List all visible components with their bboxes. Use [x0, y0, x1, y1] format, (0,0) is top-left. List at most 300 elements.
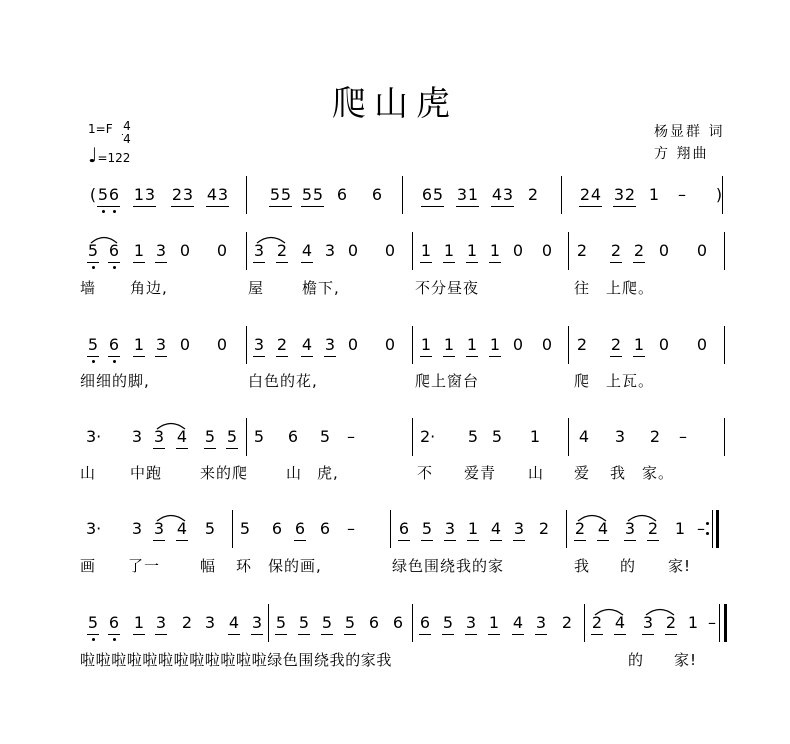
note: 1	[133, 613, 145, 632]
slur-arc	[594, 606, 624, 616]
note: 3	[444, 519, 456, 538]
bar-line	[246, 232, 247, 270]
eighth-underline	[421, 540, 433, 541]
lyric-text: 来的爬	[200, 464, 249, 482]
note: 0	[658, 335, 670, 354]
lyric-text: 画	[80, 557, 97, 575]
note: 0	[216, 335, 228, 354]
note: 3	[182, 185, 194, 204]
eighth-underline	[87, 634, 99, 635]
time-signature-bottom: 4	[123, 132, 131, 146]
bar-line	[724, 418, 725, 456]
eighth-underline	[226, 448, 238, 449]
lyric-text: 了一	[128, 557, 161, 575]
eighth-underline	[312, 206, 324, 207]
note: 3	[456, 185, 468, 204]
eighth-underline	[432, 206, 444, 207]
eighth-underline	[253, 262, 265, 263]
bar-line	[246, 418, 247, 456]
note: 6	[421, 185, 433, 204]
eighth-underline	[324, 356, 336, 357]
slur-arc	[577, 512, 607, 522]
lyric-text: 的	[628, 651, 645, 669]
eighth-underline	[133, 262, 145, 263]
repeat-dot	[706, 532, 709, 535]
note: 4	[206, 185, 218, 204]
eighth-underline	[466, 262, 478, 263]
note: 0	[216, 241, 228, 260]
eighth-underline	[182, 206, 194, 207]
lyric-text: 上爬。	[606, 279, 655, 297]
note: 4	[176, 519, 188, 538]
note: 3	[155, 335, 167, 354]
note: 1	[467, 519, 479, 538]
note: 5	[204, 519, 216, 538]
note: 6	[336, 185, 348, 204]
note: 2	[181, 613, 193, 632]
note: 3	[614, 427, 626, 446]
note: 4	[512, 613, 524, 632]
note: 3	[144, 185, 156, 204]
lyric-text: 我	[610, 464, 627, 482]
note: 3	[613, 185, 625, 204]
eighth-underline	[489, 262, 501, 263]
eighth-underline	[108, 262, 120, 263]
note: –	[697, 519, 705, 538]
note: –	[679, 427, 687, 446]
eighth-underline	[647, 540, 659, 541]
note: 5	[269, 185, 281, 204]
note: 3	[251, 613, 263, 632]
note: 1	[633, 335, 645, 354]
lyric-text: 虎,	[317, 464, 339, 482]
note: 0	[512, 335, 524, 354]
eighth-underline	[614, 634, 626, 635]
note: 5	[301, 185, 313, 204]
note: 2	[171, 185, 183, 204]
note: 1	[133, 335, 145, 354]
eighth-underline	[597, 540, 609, 541]
lyric-text: 山	[286, 464, 303, 482]
bar-line	[724, 326, 725, 364]
note: 3	[624, 519, 636, 538]
key-tempo-block	[88, 119, 131, 167]
bar-line	[246, 176, 247, 214]
note: 1	[467, 185, 479, 204]
lyric-text: 家!	[674, 651, 698, 669]
lyric-text: 爱	[574, 464, 591, 482]
note: 3	[465, 613, 477, 632]
note: 1	[529, 427, 541, 446]
lyric-text: 细细的脚,	[80, 372, 150, 390]
note: (	[89, 185, 97, 204]
note: 1	[489, 241, 501, 260]
eighth-underline	[398, 540, 410, 541]
lyric-text: 往	[574, 279, 591, 297]
lyric-text: 家。	[642, 464, 675, 482]
note: 1	[466, 335, 478, 354]
note: 3	[502, 185, 514, 204]
eighth-underline	[204, 448, 216, 449]
note: 3	[153, 427, 165, 446]
note: 0	[541, 335, 553, 354]
eighth-underline	[467, 540, 479, 541]
note: 0	[384, 335, 396, 354]
note: 5	[87, 241, 99, 260]
note: 3	[324, 335, 336, 354]
lyric-text: 爱青	[464, 464, 497, 482]
bar-line	[568, 418, 569, 456]
note: 5	[321, 613, 333, 632]
note: 1	[133, 185, 145, 204]
lyric-text: 爬	[574, 372, 591, 390]
eighth-underline	[420, 262, 432, 263]
lyric-text: 山	[528, 464, 545, 482]
note: 1	[443, 335, 455, 354]
eighth-underline	[321, 634, 333, 635]
lyric-text: 屋	[248, 279, 265, 297]
song-title: 爬山虎	[332, 84, 458, 124]
note: 3·	[86, 427, 102, 446]
lower-octave-dot	[102, 210, 105, 213]
note: 6	[271, 519, 283, 538]
bar-line	[390, 510, 391, 548]
note: 5	[97, 185, 109, 204]
note: 2	[610, 335, 622, 354]
lyric-text: 我	[574, 557, 591, 575]
eighth-underline	[443, 356, 455, 357]
lower-octave-dot	[92, 638, 95, 641]
eighth-underline	[442, 634, 454, 635]
note: 0	[658, 241, 670, 260]
note: )	[715, 185, 723, 204]
note: 5	[280, 185, 292, 204]
lower-octave-dot	[113, 638, 116, 641]
eighth-underline	[490, 540, 502, 541]
note: 6	[287, 427, 299, 446]
eighth-underline	[153, 448, 165, 449]
note: 5	[226, 427, 238, 446]
lyric-text: 中跑	[130, 464, 163, 482]
note: 2	[665, 613, 677, 632]
eighth-underline	[513, 540, 525, 541]
note: 2	[576, 241, 588, 260]
note: 6	[371, 185, 383, 204]
tempo-value: =122	[97, 151, 131, 165]
eighth-underline	[444, 540, 456, 541]
eighth-underline	[108, 356, 120, 357]
slur-arc	[627, 512, 657, 522]
bar-line	[566, 510, 567, 548]
slur-arc	[256, 234, 286, 244]
note: 1	[687, 613, 699, 632]
note: 4	[597, 519, 609, 538]
eighth-underline	[298, 634, 310, 635]
note: 3	[131, 427, 143, 446]
lower-octave-dot	[113, 360, 116, 363]
note: 3	[155, 613, 167, 632]
note: 3	[155, 241, 167, 260]
note: 1	[674, 519, 686, 538]
slur-arc	[156, 420, 186, 430]
bar-line	[412, 604, 413, 642]
note: 5	[253, 427, 265, 446]
final-bar-thick	[724, 604, 727, 642]
eighth-underline	[610, 356, 622, 357]
note: 1	[489, 335, 501, 354]
note: 3	[204, 613, 216, 632]
note: 3	[535, 613, 547, 632]
note: –	[347, 427, 355, 446]
lyric-text: 不	[417, 464, 434, 482]
note: 5	[298, 613, 310, 632]
note: 2	[576, 335, 588, 354]
eighth-underline	[133, 634, 145, 635]
eighth-underline	[610, 262, 622, 263]
lyric-text: 白色的花,	[248, 372, 318, 390]
eighth-underline	[301, 262, 313, 263]
lyric-text: 角边,	[130, 279, 168, 297]
lyricist-credit: 杨显群 词	[654, 124, 725, 140]
note: 4	[491, 185, 503, 204]
note: 2	[574, 519, 586, 538]
lyric-text: 山	[80, 464, 97, 482]
eighth-underline	[633, 262, 645, 263]
lower-octave-dot	[92, 360, 95, 363]
note: 2	[579, 185, 591, 204]
note: 6	[108, 185, 120, 204]
bar-line	[584, 604, 585, 642]
note: 3	[253, 241, 265, 260]
bar-line	[724, 232, 725, 270]
eighth-underline	[275, 634, 287, 635]
note: 2	[610, 241, 622, 260]
eighth-underline	[133, 356, 145, 357]
time-signature-top: 4	[123, 119, 131, 133]
note: 2	[633, 241, 645, 260]
lyric-text: 环	[236, 557, 253, 575]
bar-line	[412, 232, 413, 270]
note: 4	[301, 241, 313, 260]
eighth-underline	[502, 206, 514, 207]
note: 0	[347, 335, 359, 354]
note: 0	[696, 241, 708, 260]
eighth-underline	[176, 448, 188, 449]
note: 3	[217, 185, 229, 204]
eighth-underline	[465, 634, 477, 635]
note: 5	[467, 427, 479, 446]
note: 5	[421, 519, 433, 538]
lyric-text: 啦啦啦啦啦啦啦啦啦啦啦啦绿色围绕我的家我	[80, 651, 393, 669]
eighth-underline	[489, 356, 501, 357]
eighth-underline	[155, 634, 167, 635]
eighth-underline	[535, 634, 547, 635]
eighth-underline	[624, 540, 636, 541]
lyric-text: 墙	[80, 279, 97, 297]
tempo-marking	[88, 143, 131, 167]
note: 2	[527, 185, 539, 204]
bar-line	[246, 326, 247, 364]
note: 6	[419, 613, 431, 632]
quarter-note-icon: ♩	[88, 143, 98, 167]
note: 6	[108, 335, 120, 354]
slur-arc	[156, 512, 186, 522]
lower-octave-dot	[92, 266, 95, 269]
note: 5	[239, 519, 251, 538]
note: 5	[312, 185, 324, 204]
note: 4	[614, 613, 626, 632]
note: 2	[276, 335, 288, 354]
lower-octave-dot	[113, 266, 116, 269]
eighth-underline	[251, 634, 263, 635]
eighth-underline	[591, 634, 603, 635]
note: 4	[590, 185, 602, 204]
eighth-underline	[633, 356, 645, 357]
note: 2	[624, 185, 636, 204]
note: 4	[228, 613, 240, 632]
note: 5	[442, 613, 454, 632]
eighth-underline	[590, 206, 602, 207]
bar-line	[412, 326, 413, 364]
note: –	[347, 519, 355, 538]
eighth-underline	[217, 206, 229, 207]
eighth-underline	[624, 206, 636, 207]
key-signature: 1=F	[88, 122, 113, 136]
note: 4	[490, 519, 502, 538]
note: 6	[108, 241, 120, 260]
time-signature	[120, 120, 134, 146]
note: 5	[491, 427, 503, 446]
lyric-text: 绿色围绕我的家	[392, 557, 505, 575]
note: 3	[253, 335, 265, 354]
eighth-underline	[144, 206, 156, 207]
slur-arc	[90, 234, 118, 244]
note: 2·	[420, 427, 436, 446]
note: 1	[420, 335, 432, 354]
note: 4	[578, 427, 590, 446]
note: 0	[179, 335, 191, 354]
note: 2	[276, 241, 288, 260]
note: 3	[642, 613, 654, 632]
note: 0	[179, 241, 191, 260]
note: 2	[649, 427, 661, 446]
lyric-text: 爬上窗台	[415, 372, 480, 390]
eighth-underline	[419, 634, 431, 635]
repeat-bar-thin	[712, 510, 713, 548]
eighth-underline	[512, 634, 524, 635]
note: 4	[176, 427, 188, 446]
eighth-underline	[276, 262, 288, 263]
lyric-text: 上瓦。	[606, 372, 655, 390]
note: 1	[443, 241, 455, 260]
eighth-underline	[642, 634, 654, 635]
eighth-underline	[87, 356, 99, 357]
note: 5	[275, 613, 287, 632]
lyric-text: 不分昼夜	[415, 279, 480, 297]
bar-line	[722, 176, 723, 214]
note: 1	[133, 241, 145, 260]
eighth-underline	[228, 634, 240, 635]
credits	[654, 121, 724, 165]
eighth-underline	[176, 540, 188, 541]
eighth-underline	[466, 356, 478, 357]
note: 2	[561, 613, 573, 632]
note: 1	[648, 185, 660, 204]
note: 3	[131, 519, 143, 538]
bar-line	[568, 326, 569, 364]
note: 6	[108, 613, 120, 632]
note: 2	[591, 613, 603, 632]
bar-line	[561, 176, 562, 214]
note: 0	[384, 241, 396, 260]
lower-octave-dot	[113, 210, 116, 213]
note: 5	[204, 427, 216, 446]
bar-line	[568, 232, 569, 270]
note: 0	[347, 241, 359, 260]
note: 6	[294, 519, 306, 538]
eighth-underline	[280, 206, 292, 207]
eighth-underline	[344, 634, 356, 635]
eighth-underline	[155, 356, 167, 357]
final-bar-thin	[719, 604, 720, 642]
composer-credit: 方 翔曲	[654, 146, 709, 162]
note: 1	[488, 613, 500, 632]
note: 0	[696, 335, 708, 354]
lyric-text: 保的画,	[268, 557, 322, 575]
note: 0	[512, 241, 524, 260]
note: 3	[324, 241, 336, 260]
note: 5	[87, 613, 99, 632]
bar-line	[402, 176, 403, 214]
eighth-underline	[108, 206, 120, 207]
note: 5	[344, 613, 356, 632]
note: 2	[647, 519, 659, 538]
note: 6	[319, 519, 331, 538]
note: 5	[87, 335, 99, 354]
note: –	[708, 613, 716, 632]
lyric-text: 檐下,	[302, 279, 340, 297]
eighth-underline	[153, 540, 165, 541]
note: 1	[420, 241, 432, 260]
bar-line	[268, 604, 269, 642]
eighth-underline	[155, 262, 167, 263]
lyric-text: 幅	[200, 557, 217, 575]
eighth-underline	[420, 356, 432, 357]
eighth-underline	[294, 540, 306, 541]
eighth-underline	[574, 540, 586, 541]
eighth-underline	[443, 262, 455, 263]
eighth-underline	[87, 262, 99, 263]
note: 5	[432, 185, 444, 204]
slur-arc	[645, 606, 675, 616]
bar-line	[412, 418, 413, 456]
eighth-underline	[467, 206, 479, 207]
note: 6	[398, 519, 410, 538]
note: 0	[541, 241, 553, 260]
eighth-underline	[488, 634, 500, 635]
note: 6	[392, 613, 404, 632]
note: 2	[538, 519, 550, 538]
repeat-bar-thick	[716, 510, 719, 548]
eighth-underline	[276, 356, 288, 357]
bar-line	[232, 510, 233, 548]
note: 3	[513, 519, 525, 538]
note: 5	[319, 427, 331, 446]
note: 4	[301, 335, 313, 354]
note: 1	[466, 241, 478, 260]
repeat-dot	[706, 522, 709, 525]
lyric-text: 家!	[668, 557, 692, 575]
